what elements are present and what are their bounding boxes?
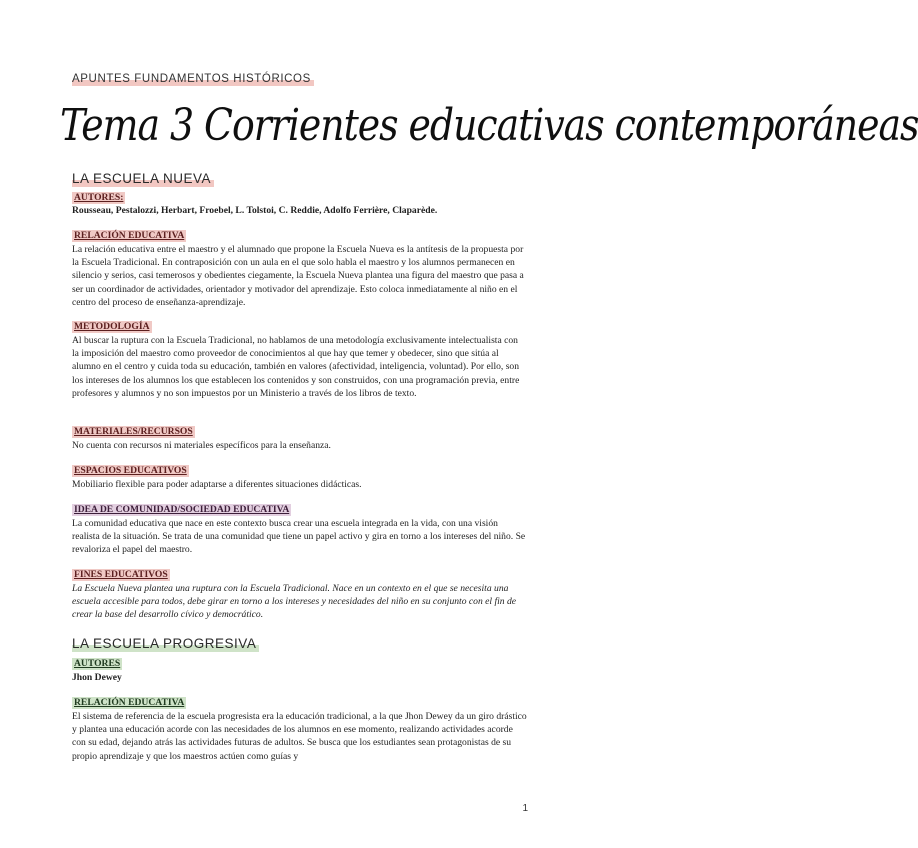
document-kicker: APUNTES FUNDAMENTOS HISTÓRICOS [72,73,314,86]
label-relacion-educativa-progresiva: RELACIÓN EDUCATIVA [74,697,185,708]
label-relacion-educativa: RELACIÓN EDUCATIVA [74,230,185,241]
text-espacios-educativos: Mobiliario flexible para poder adaptarse a diferentes situaciones didácticas. [72,479,362,490]
text-autores-progresiva: Jhon Dewey [72,672,122,683]
label-espacios-educativos: ESPACIOS EDUCATIVOS [74,465,187,476]
text-comunidad-educativa: La comunidad educativa que nace en este contexto busca crear una escuela integrada en la vida, con una visión realista de la situación. Se trata de una comunidad que tiene un papel activo y gira en torno a los intereses del niño. Se revaloriza el papel del maestro. [72,518,526,556]
page-title: Tema 3 Corrientes educativas contemporáneas [60,100,918,151]
text-relacion-educativa: La relación educativa entre el maestro y el alumnado que propone la Escuela Nueva es la antítesis de la propuesta por la Escuela Tradicional. En contraposición con un aula en el que solo habla el maestro y los alumnos permanecen en silencio y serios, casi temerosos y obedientes ciegamente, la Escuela Nueva plantea una figura del maestro que pasa a ser un coordinador de actividades, orientador y motivador del aprendizaje. Esto coloca inmediatamente al niño en el centro del proceso de enseñanza-aprendizaje. [72,244,524,308]
label-comunidad-educativa: IDEA DE COMUNIDAD/SOCIEDAD EDUCATIVA [74,504,290,515]
label-fines-educativos: FINES EDUCATIVOS [74,569,168,580]
section-heading-escuela-progresiva: LA ESCUELA PROGRESIVA [72,636,259,652]
text-fines-educativos: La Escuela Nueva plantea una ruptura con la Escuela Tradicional. Nace en un contexto en el que se necesita una escuela accesible para todos, debe girar en torno a los intereses y necesidades del niño en su conjunto con el fin de crear la base del desarrollo cívico y democrático. [72,583,517,621]
section-heading-escuela-nueva: LA ESCUELA NUEVA [72,171,214,187]
label-autores-progresiva: AUTORES [74,658,121,669]
label-materiales-recursos: MATERIALES/RECURSOS [74,426,193,437]
label-autores: AUTORES: [74,192,124,203]
text-relacion-educativa-progresiva: El sistema de referencia de la escuela progresista era la educación tradicional, a la que Jhon Dewey da un giro drástico y plantea una educación acorde con las necesidades de los alumnos en ese momento, realizando actividades acorde con su edad, dejando atrás las actividades futuras de adultos. Se busca que los estudiantes sean protagonistas de su propio aprendizaje y que los maestros actúen como guías y [72,711,527,762]
label-metodologia: METODOLOGÍA [74,321,150,332]
text-metodologia: Al buscar la ruptura con la Escuela Tradicional, no hablamos de una metodología exclusivamente intelectualista con la imposición del maestro como proveedor de conocimientos al que hay que temer y obedecer, sino que sitúa al alumno en el centro y cuida toda su educación, también en valores (afectividad, inteligencia, voluntad). Por ello, son los intereses de los alumnos los que establecen los contenidos y son construidos, con una programación previa, entre profesores y alumnos y no son impuestos por un Ministerio a través de los libros de texto. [72,335,520,399]
page-number: 1 [522,803,528,814]
text-autores: Rousseau, Pestalozzi, Herbart, Froebel, L. Tolstoi, C. Reddie, Adolfo Ferrière, Claparède. [72,205,438,216]
text-materiales-recursos: No cuenta con recursos ni materiales específicos para la enseñanza. [72,440,331,451]
